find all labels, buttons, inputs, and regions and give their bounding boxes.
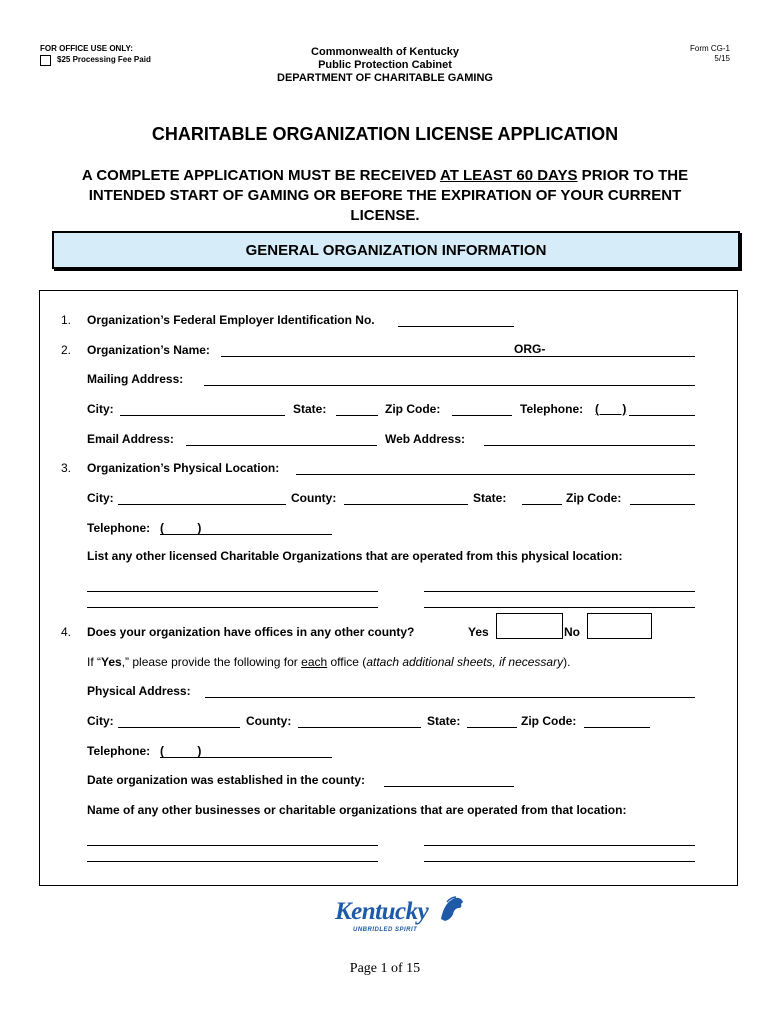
if-yes-bold: Yes [101, 655, 122, 669]
office-zip-label: Zip Code: [521, 714, 577, 728]
mail-phone-area: ( ) [595, 402, 627, 416]
notice-text-2: PRIOR TO THE [577, 167, 689, 184]
loc-city-label: City: [87, 491, 114, 505]
office-phone-label: Telephone: [87, 744, 151, 758]
if-italic: attach additional sheets, if necessary [366, 655, 564, 669]
other-orgs-label: List any other licensed Charitable Organizations that are operated from this physical location: [87, 549, 623, 563]
loc-phone-area: ( ) [160, 521, 202, 535]
email-label: Email Address: [87, 432, 174, 446]
office-use-label: FOR OFFICE USE ONLY: [40, 44, 133, 53]
fee-paid-label: $25 Processing Fee Paid [57, 55, 151, 64]
header-line-3: DEPARTMENT OF CHARITABLE GAMING [277, 72, 493, 84]
date-established-input[interactable] [384, 773, 514, 787]
office-city-label: City: [87, 714, 114, 728]
horse-head-icon [437, 895, 465, 923]
other-business-line-1[interactable] [87, 845, 378, 846]
mailing-address-input[interactable] [204, 372, 695, 386]
loc-zip-label: Zip Code: [566, 491, 622, 505]
other-business-line-2[interactable] [424, 845, 695, 846]
mail-city-input[interactable] [120, 402, 285, 416]
notice-underlined: AT LEAST 60 DAYS [439, 167, 578, 184]
web-label: Web Address: [385, 432, 466, 446]
mail-zip-label: Zip Code: [385, 402, 441, 416]
deadline-notice [30, 166, 740, 226]
form-date: 5/15 [714, 54, 730, 63]
mail-state-input[interactable] [336, 402, 378, 416]
office-address-input[interactable] [205, 684, 695, 698]
other-org-line-2[interactable] [424, 591, 695, 592]
email-input[interactable] [186, 432, 377, 446]
if-mid: ,” please provide the following for [121, 655, 302, 669]
yes-checkbox[interactable] [496, 613, 563, 639]
q1-label: Organization’s Federal Employer Identification No. [87, 313, 375, 327]
notice-text-1: A COMPLETE APPLICATION MUST BE RECEIVED [81, 167, 440, 184]
mail-zip-input[interactable] [452, 402, 512, 416]
if-each: each [301, 655, 328, 669]
no-label: No [564, 625, 580, 639]
office-zip-input[interactable] [584, 714, 650, 728]
header-line-1: Commonwealth of Kentucky [311, 46, 459, 58]
q2-number: 2. [61, 343, 72, 357]
form-number [660, 44, 730, 64]
office-phone-input[interactable] [160, 744, 332, 758]
mail-state-label: State: [293, 402, 327, 416]
web-input[interactable] [484, 432, 695, 446]
other-business-line-4[interactable] [424, 861, 695, 862]
yes-label: Yes [468, 625, 489, 639]
logo-wordmark: Kentucky [335, 898, 429, 925]
logo-tagline: UNBRIDLED SPIRIT [353, 927, 418, 933]
fein-input[interactable] [398, 313, 514, 327]
q3-number: 3. [61, 461, 72, 475]
office-city-input[interactable] [118, 714, 240, 728]
other-org-line-1[interactable] [87, 591, 378, 592]
physical-location-input[interactable] [296, 461, 695, 475]
notice-line-2: INTENDED START OF GAMING OR BEFORE THE EXPIRATION OF YOUR CURRENT [88, 187, 682, 204]
if-yes-instructions [87, 655, 570, 669]
header-agency [250, 46, 520, 85]
if-mid-2: office ( [327, 655, 367, 669]
notice-line-3: LICENSE. [350, 207, 420, 224]
form-code: Form CG-1 [690, 44, 730, 53]
loc-phone-label: Telephone: [87, 521, 151, 535]
header-line-2: Public Protection Cabinet [318, 59, 452, 71]
org-prefix: ORG- [514, 342, 546, 356]
org-name-input[interactable] [221, 343, 695, 357]
q4-number: 4. [61, 625, 72, 639]
page-number: Page 1 of 15 [349, 961, 421, 976]
date-established-label: Date organization was established in the county: [87, 773, 366, 787]
loc-county-label: County: [291, 491, 337, 505]
if-prefix: If “ [87, 655, 101, 669]
loc-city-input[interactable] [118, 491, 286, 505]
office-county-input[interactable] [298, 714, 421, 728]
loc-zip-input[interactable] [630, 491, 695, 505]
section-banner [52, 231, 740, 269]
no-checkbox[interactable] [587, 613, 652, 639]
mail-city-label: City: [87, 402, 114, 416]
q1-number: 1. [61, 313, 72, 327]
org-name-label: Organization’s Name: [87, 343, 210, 357]
physical-location-label: Organization’s Physical Location: [87, 461, 280, 475]
office-state-input[interactable] [467, 714, 517, 728]
fee-paid-checkbox[interactable] [40, 55, 51, 66]
office-address-label: Physical Address: [87, 684, 191, 698]
other-org-line-3[interactable] [87, 607, 378, 608]
if-end: ). [563, 655, 571, 669]
mail-phone-label: Telephone: [520, 402, 584, 416]
section-title: GENERAL ORGANIZATION INFORMATION [245, 241, 547, 259]
other-business-line-3[interactable] [87, 861, 378, 862]
other-county-question: Does your organization have offices in any other county? [87, 625, 415, 639]
loc-state-input[interactable] [522, 491, 562, 505]
other-org-line-4[interactable] [424, 607, 695, 608]
loc-county-input[interactable] [344, 491, 468, 505]
loc-phone-input[interactable] [160, 521, 332, 535]
mail-phone-input[interactable] [629, 402, 695, 416]
office-county-label: County: [246, 714, 292, 728]
loc-state-label: State: [473, 491, 507, 505]
office-phone-area: ( ) [160, 744, 202, 758]
mailing-address-label: Mailing Address: [87, 372, 184, 386]
other-businesses-label: Name of any other businesses or charitable organizations that are operated from that location: [87, 803, 627, 817]
page-title: CHARITABLE ORGANIZATION LICENSE APPLICATION [151, 124, 619, 144]
office-state-label: State: [427, 714, 461, 728]
kentucky-logo [333, 895, 465, 943]
